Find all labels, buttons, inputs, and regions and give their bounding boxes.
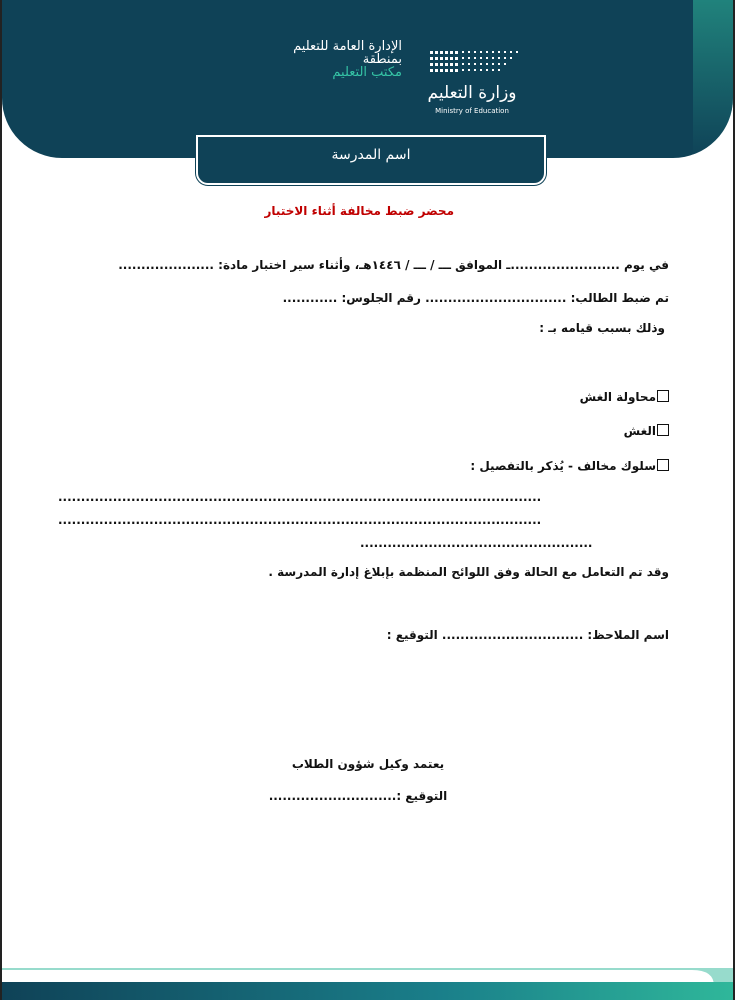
option-label: سلوك مخالف - يُذكر بالتفصيل :: [470, 459, 656, 473]
admin-block: [234, 40, 402, 79]
approver-label: يعتمد وكيل شؤون الطلاب: [291, 757, 445, 771]
signature-line: التوقيع :............................: [268, 789, 448, 803]
page-border-left: [0, 0, 2, 1000]
checkbox-icon[interactable]: [657, 424, 669, 436]
admin-line2: بمنطقة: [362, 52, 402, 67]
action-line: وقد تم التعامل مع الحالة وفق اللوائح المنظمة بإبلاغ إدارة المدرسة .: [268, 565, 669, 579]
detail-line-2: ..........................................................................................................: [58, 513, 542, 527]
school-name-box: [196, 135, 546, 185]
ministry-name-en: Ministry of Education: [435, 107, 509, 115]
option-label: محاولة الغش: [579, 390, 656, 404]
school-name-label: اسم المدرسة: [331, 147, 411, 163]
option-attempt-cheating[interactable]: [580, 390, 669, 404]
form-title: محضر ضبط مخالفة أثناء الاختبار: [264, 204, 454, 218]
observer-line: اسم الملاحظ: ............................... التوقيع :: [386, 628, 669, 642]
option-label: الغش: [623, 424, 656, 438]
checkbox-icon[interactable]: [657, 459, 669, 471]
option-misconduct[interactable]: [470, 459, 669, 473]
footer-wave: [2, 968, 733, 1000]
detail-line-1: ..........................................................................................................: [58, 490, 542, 504]
page-border-right: [733, 0, 735, 1000]
option-cheating[interactable]: [624, 424, 669, 438]
date-line: في يوم ........................ـ الموافق ـــ / ـــ / ١٤٤٦هـ، وأثناء سير اختبار مادة: .....................: [118, 258, 669, 272]
student-line: تم ضبط الطالب: ............................... رقم الجلوس: ............: [282, 291, 669, 305]
office-label: مكتب التعليم: [332, 65, 402, 80]
header-accent: [693, 0, 733, 158]
ministry-name-ar: وزارة التعليم: [427, 83, 517, 103]
checkbox-icon[interactable]: [657, 390, 669, 402]
reason-line: وذلك بسبب قيامه بـ :: [539, 321, 665, 335]
admin-line1: الإدارة العامة للتعليم: [293, 39, 402, 54]
detail-line-3: ...................................................: [360, 536, 593, 550]
